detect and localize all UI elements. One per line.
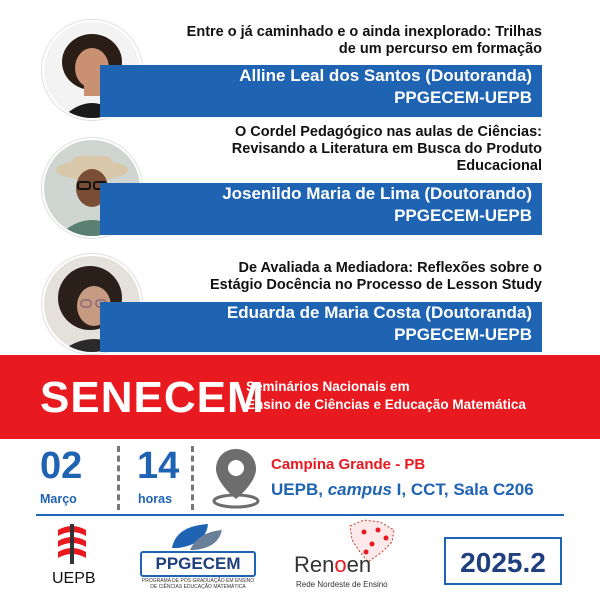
event-hour-label: horas <box>138 492 173 506</box>
talk-title-1: Entre o já caminhado e o ainda inexplorado: Trilhas de um percurso em formação <box>186 24 542 57</box>
talk-title-2: O Cordel Pedagógico nas aulas de Ciências: Revisando a Literatura em Busca do Produto Educacional <box>231 124 542 174</box>
speaker-name-1: Alline Leal dos Santos (Doutoranda) <box>239 66 532 85</box>
divider-line <box>36 514 564 516</box>
speaker-program-1: PPGECEM-UEPB <box>394 88 532 107</box>
speaker-bar-1 <box>100 65 542 117</box>
speaker-program-3: PPGECEM-UEPB <box>394 325 532 344</box>
divider-2 <box>191 446 197 510</box>
ppgecem-logo: PPGECEM <box>140 551 256 577</box>
speaker-name-2: Josenildo Maria de Lima (Doutorando) <box>222 184 532 203</box>
event-city: Campina Grande - PB <box>271 456 426 473</box>
speaker-bar-2 <box>100 183 542 235</box>
renoen-subtitle: Rede Nordeste de Ensino <box>296 580 388 589</box>
ppgecem-subtitle: PROGRAMA DE PÓS GRADUAÇÃO EM ENSINO DE CIÊNCIAS EDUCAÇÃO MATEMÁTICA <box>141 578 255 590</box>
speaker-name-3: Eduarda de Maria Costa (Doutoranda) <box>226 303 532 322</box>
event-subtitle: Seminários Nacionais em Ensino de Ciências e Educação Matemática <box>246 379 526 412</box>
divider-1 <box>117 446 123 510</box>
event-month: Março <box>40 492 77 506</box>
event-logo-title: SENECEM <box>40 373 265 422</box>
uepb-label: UEPB <box>52 570 96 587</box>
speaker-program-2: PPGECEM-UEPB <box>394 206 532 225</box>
map-pin-icon <box>210 445 262 514</box>
edition-year: 2025.2 <box>444 537 562 585</box>
event-day: 02 <box>40 445 83 487</box>
talk-title-3: De Avaliada a Mediadora: Reflexões sobre o Estágio Docência no Processo de Lesson Study <box>210 260 542 293</box>
event-venue: UEPB, campus I, CCT, Sala C206 <box>271 480 534 499</box>
speaker-bar-3 <box>100 302 542 352</box>
uepb-logo <box>52 522 92 573</box>
event-hour: 14 <box>137 445 180 487</box>
renoen-logo: Renoen <box>294 552 372 577</box>
